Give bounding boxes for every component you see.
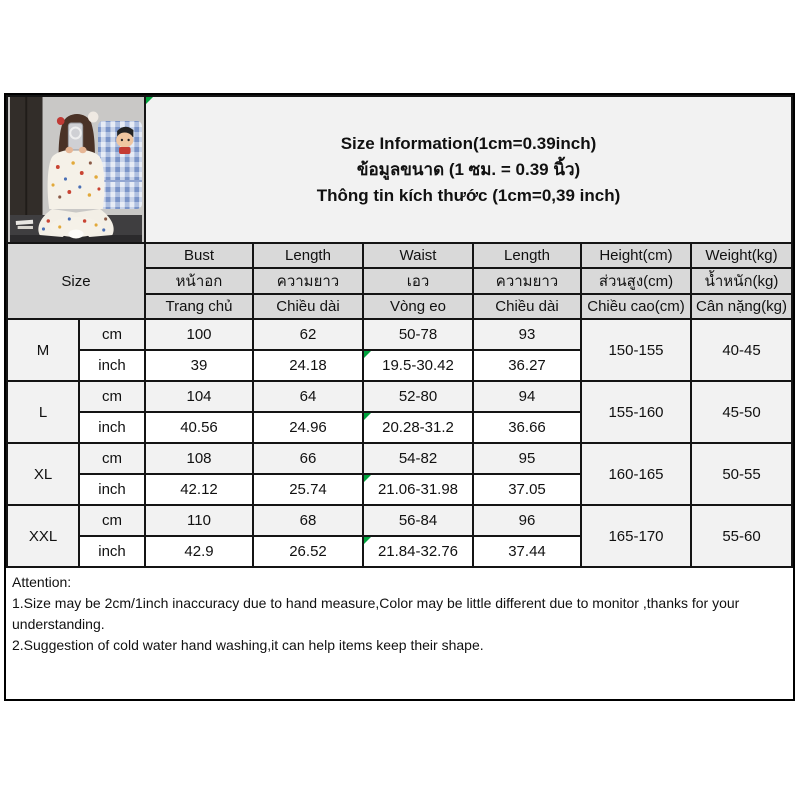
cell-xxl-length-cm: 68: [253, 505, 363, 536]
cell-xl-length2-cm: 95: [473, 443, 581, 474]
cell-l-length-cm: 64: [253, 381, 363, 412]
cell-l-length-inch: 24.96: [253, 412, 363, 443]
size-label-m: M: [7, 319, 79, 381]
col-header-weight-en: Weight(kg): [691, 243, 792, 268]
col-header-length-th: ความยาว: [253, 268, 363, 294]
cell-xl-length2-inch: 37.05: [473, 474, 581, 505]
cell-xxl-waist-cm: 56-84: [363, 505, 473, 536]
col-header-bust-en: Bust: [145, 243, 253, 268]
cell-xl-waist-cm: 54-82: [363, 443, 473, 474]
cell-xxl-bust-inch: 42.9: [145, 536, 253, 567]
excel-error-marker: [364, 351, 371, 358]
cell-xxl-bust-cm: 110: [145, 505, 253, 536]
cell-xxl-waist-inch: [363, 536, 473, 567]
cell-xxl-weight: 55-60: [691, 505, 792, 567]
col-header-length-vi: Chiều dài: [253, 294, 363, 319]
cell-l-waist-inch-value: 20.28-31.2: [382, 419, 454, 436]
size-label-xxl: XXL: [7, 505, 79, 567]
title-english: Size Information(1cm=0.39inch): [340, 133, 597, 153]
cell-m-waist-inch-value: 19.5-30.42: [382, 357, 454, 374]
col-header-bust-th: หน้าอก: [145, 268, 253, 294]
col-header-waist-vi: Vòng eo: [363, 294, 473, 319]
col-header-height-vi: Chiều cao(cm): [581, 294, 691, 319]
cell-xl-weight: 50-55: [691, 443, 792, 505]
attention-line-2: 2.Suggestion of cold water hand washing,it can help items keep their shape.: [12, 637, 484, 653]
cell-l-height: 155-160: [581, 381, 691, 443]
size-info-title-block: [145, 96, 792, 243]
cell-l-waist-cm: 52-80: [363, 381, 473, 412]
unit-cm-label: cm: [79, 381, 145, 412]
cell-m-waist-cm: 50-78: [363, 319, 473, 350]
col-header-waist-en: Waist: [363, 243, 473, 268]
product-photo-illustration: [10, 97, 142, 242]
cell-m-bust-cm: 100: [145, 319, 253, 350]
unit-inch-label: inch: [79, 536, 145, 567]
cell-m-waist-inch: [363, 350, 473, 381]
col-header-bust-vi: Trang chủ: [145, 294, 253, 319]
cell-l-waist-inch: [363, 412, 473, 443]
title-vietnamese: Thông tin kích thước (1cm=0,39 inch): [316, 185, 621, 205]
cell-m-weight: 40-45: [691, 319, 792, 381]
col-header-height-en: Height(cm): [581, 243, 691, 268]
col-header-weight-th: น้ำหนัก(kg): [691, 268, 792, 294]
cell-m-length2-cm: 93: [473, 319, 581, 350]
cell-xxl-length2-inch: 37.44: [473, 536, 581, 567]
cell-xxl-height: 165-170: [581, 505, 691, 567]
size-label-l: L: [7, 381, 79, 443]
excel-error-marker: [146, 97, 153, 104]
cell-xxl-length-inch: 26.52: [253, 536, 363, 567]
size-table: [6, 95, 793, 568]
col-header-length2-vi: Chiều dài: [473, 294, 581, 319]
cell-l-bust-inch: 40.56: [145, 412, 253, 443]
title-thai: ข้อมูลขนาด (1 ซม. = 0.39 นิ้ว): [356, 159, 581, 179]
col-header-waist-th: เอว: [363, 268, 473, 294]
attention-note: [6, 568, 793, 699]
unit-inch-label: inch: [79, 412, 145, 443]
unit-inch-label: inch: [79, 474, 145, 505]
product-photo: [7, 96, 145, 243]
cell-xl-bust-cm: 108: [145, 443, 253, 474]
cell-xl-height: 160-165: [581, 443, 691, 505]
cell-l-bust-cm: 104: [145, 381, 253, 412]
unit-cm-label: cm: [79, 443, 145, 474]
cell-xl-bust-inch: 42.12: [145, 474, 253, 505]
excel-error-marker: [364, 475, 371, 482]
unit-inch-label: inch: [79, 350, 145, 381]
cell-m-length2-inch: 36.27: [473, 350, 581, 381]
cell-m-length-cm: 62: [253, 319, 363, 350]
cell-xxl-length2-cm: 96: [473, 505, 581, 536]
cell-m-height: 150-155: [581, 319, 691, 381]
cell-l-length2-inch: 36.66: [473, 412, 581, 443]
unit-cm-label: cm: [79, 319, 145, 350]
cell-l-length2-cm: 94: [473, 381, 581, 412]
col-header-length2-th: ความยาว: [473, 268, 581, 294]
size-chart-sheet: [4, 93, 795, 701]
size-label-xl: XL: [7, 443, 79, 505]
col-header-height-th: ส่วนสูง(cm): [581, 268, 691, 294]
cell-xl-waist-inch: [363, 474, 473, 505]
col-header-length-en: Length: [253, 243, 363, 268]
col-header-weight-vi: Cân nặng(kg): [691, 294, 792, 319]
col-header-length2-en: Length: [473, 243, 581, 268]
cell-xl-length-cm: 66: [253, 443, 363, 474]
excel-error-marker: [364, 413, 371, 420]
attention-heading: Attention:: [12, 574, 72, 590]
excel-error-marker: [364, 537, 371, 544]
cell-xl-length-inch: 25.74: [253, 474, 363, 505]
size-header: Size: [7, 243, 145, 319]
attention-line-1: 1.Size may be 2cm/1inch inaccuracy due to hand measure,Color may be little different due to monitor ,thanks for your understanding.: [12, 595, 740, 632]
cell-m-length-inch: 24.18: [253, 350, 363, 381]
unit-cm-label: cm: [79, 505, 145, 536]
cell-xl-waist-inch-value: 21.06-31.98: [377, 481, 459, 498]
cell-xxl-waist-inch-value: 21.84-32.76: [377, 543, 459, 560]
cell-m-bust-inch: 39: [145, 350, 253, 381]
cell-l-weight: 45-50: [691, 381, 792, 443]
